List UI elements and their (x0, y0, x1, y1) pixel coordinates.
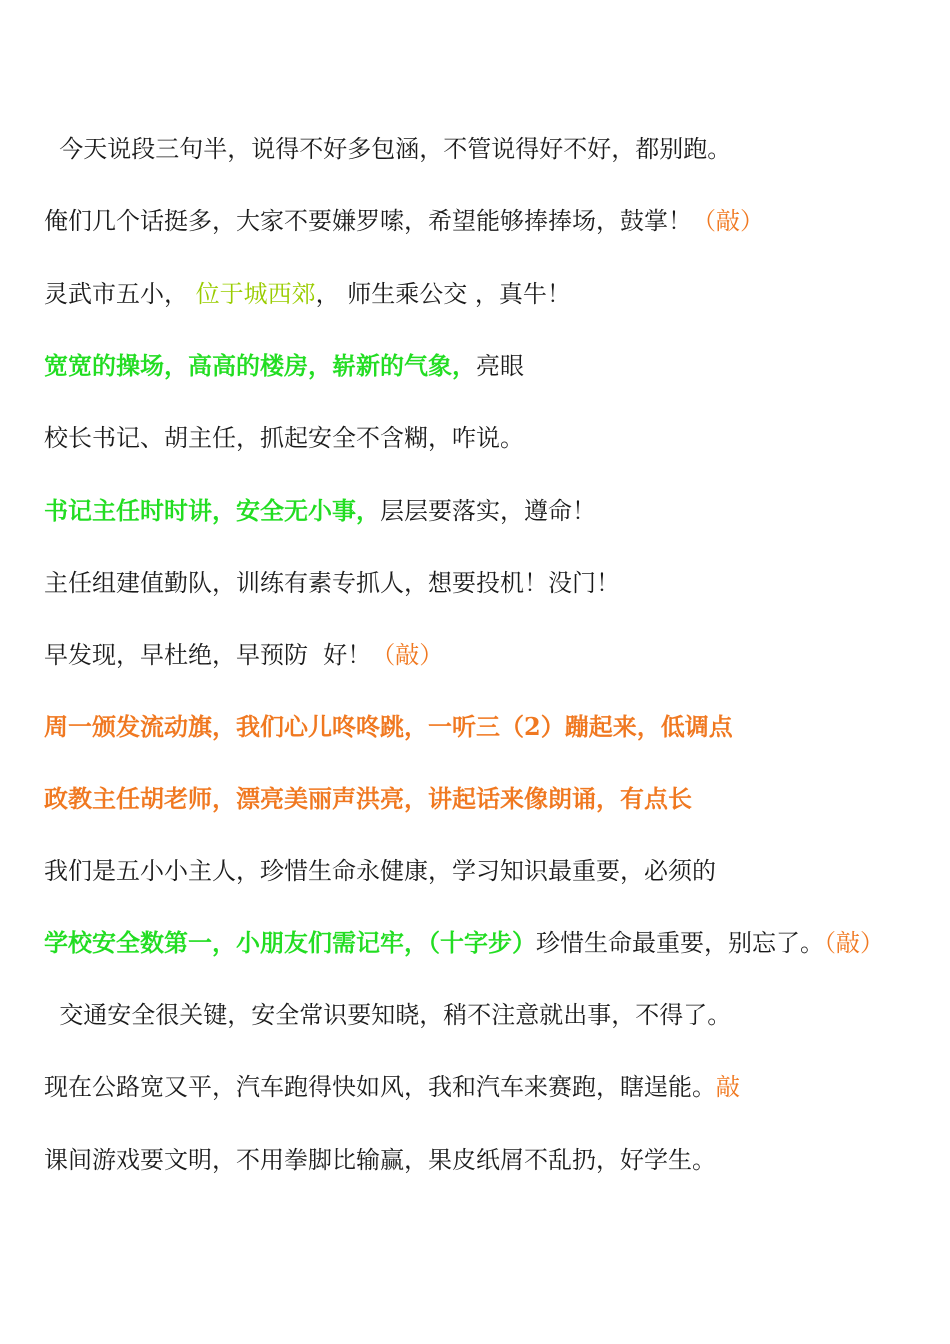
text-line (44, 998, 731, 1032)
line-segment: 交通安全很关键，安全常识要知晓，稍不注意就出事，不得了。 (44, 1001, 732, 1029)
highlighted-phrase: 学校安全数第一，小朋友们需记牢，（十字步） (44, 928, 536, 957)
text-line (44, 926, 884, 960)
highlighted-phrase: 宽宽的操场，高高的楼房，崭新的气象， (44, 351, 476, 380)
highlighted-phrase: 位于城西郊 (195, 280, 316, 308)
text-line (44, 782, 692, 816)
line-segment: 灵武市五小， (44, 280, 196, 308)
text-line (44, 1070, 740, 1104)
text-line (44, 854, 716, 888)
highlighted-phrase: 书记主任时时讲，安全无小事， (44, 496, 380, 525)
line-segment: 主任组建值勤队，训练有素专抓人，想要投机！没门！ (44, 569, 620, 597)
knock-cue: （敲） (692, 207, 764, 235)
text-line (44, 710, 733, 744)
line-segment: 珍惜生命最重要，别忘了。 (536, 929, 824, 957)
line-segment: 俺们几个话挺多，大家不要嫌罗嗦，希望能够捧捧场，鼓掌！ (44, 207, 692, 235)
highlighted-phrase: 政教主任胡老师，漂亮美丽声洪亮，讲起话来像朗诵，有点长 (44, 784, 692, 813)
line-segment: 校长书记、胡主任，抓起安全不含糊，咋说。 (44, 424, 524, 452)
text-line (44, 638, 443, 672)
text-line (44, 1143, 716, 1177)
text-line (44, 566, 620, 600)
text-line (44, 277, 571, 311)
text-line (44, 421, 524, 455)
text-line (44, 132, 731, 166)
line-segment: 现在公路宽又平，汽车跑得快如风，我和汽车来赛跑，瞎逞能。 (44, 1073, 716, 1101)
line-segment: 我们是五小小主人，珍惜生命永健康，学习知识最重要，必须的 (44, 857, 716, 885)
line-segment: 亮眼 (476, 352, 524, 380)
knock-cue: （敲） (371, 641, 444, 669)
highlighted-phrase: 周一颁发流动旗，我们心儿咚咚跳，一听三（2）蹦起来，低调点 (44, 712, 733, 741)
text-line (44, 349, 524, 383)
line-segment: 早发现，早杜绝，早预防 好！ (44, 641, 372, 669)
line-segment: 层层要落实，遵命！ (380, 497, 596, 525)
line-segment: 今天说段三句半，说得不好多包涵，不管说得好不好，都别跑。 (44, 135, 732, 163)
text-line (44, 494, 596, 528)
knock-cue: （敲） (824, 929, 884, 957)
line-segment: 课间游戏要文明，不用拳脚比输赢，果皮纸屑不乱扔，好学生。 (44, 1146, 716, 1174)
text-line (44, 204, 764, 238)
line-segment: ， 师生乘公交 ，真牛！ (315, 280, 571, 308)
knock-cue: 敲 (716, 1073, 740, 1101)
